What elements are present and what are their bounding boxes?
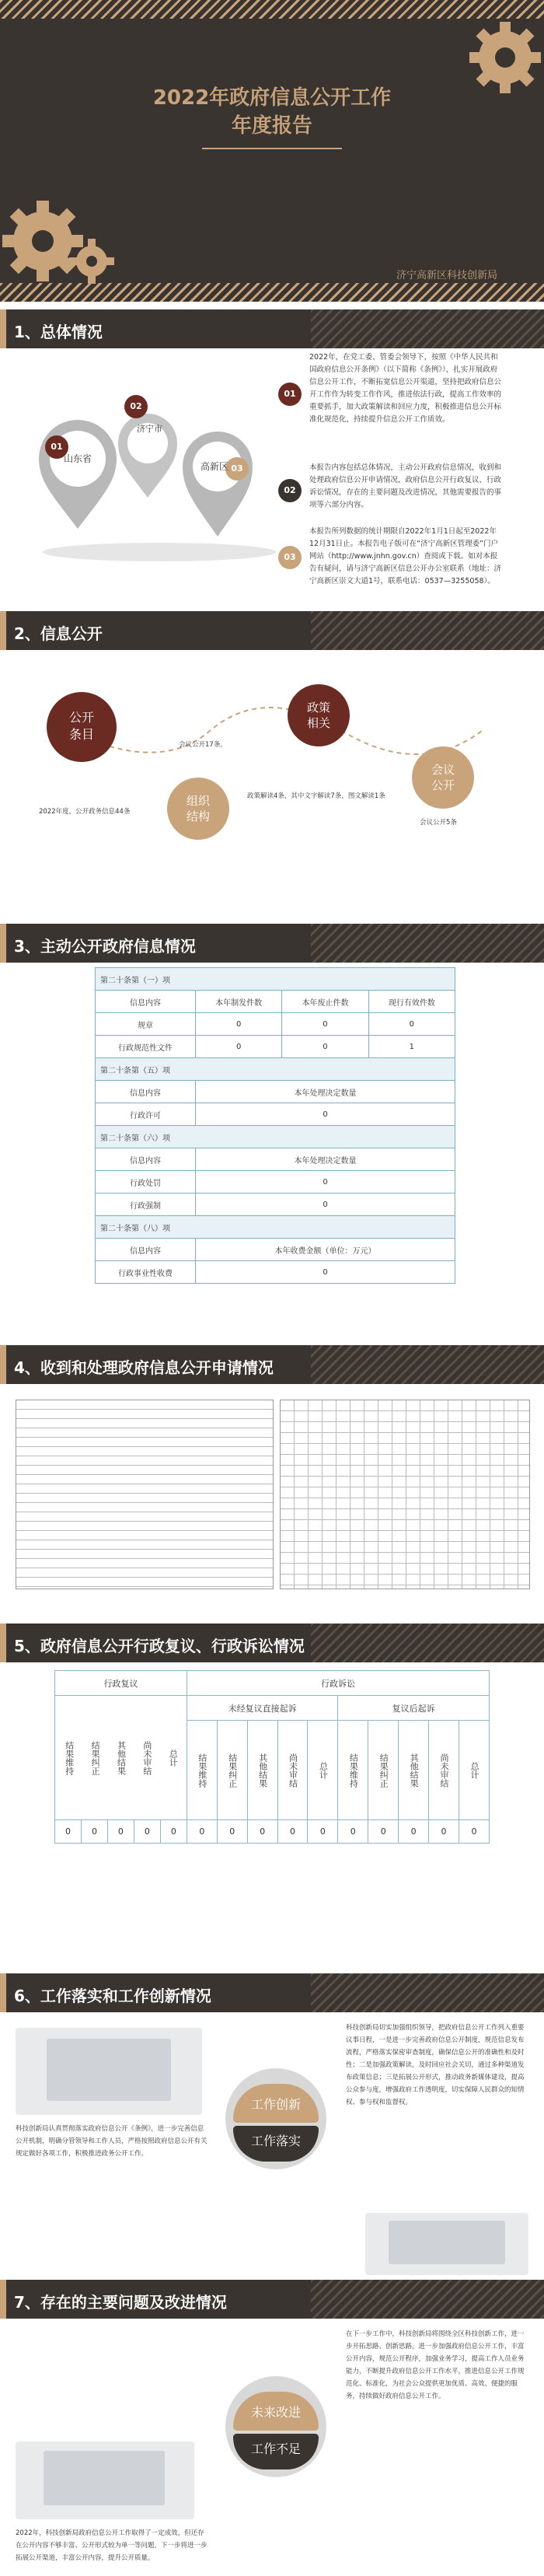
report-title-line1: 2022年政府信息公开工作 (152, 86, 392, 110)
work-right-text: 科技创新局切实加强组织领导，把政府信息公开工作列入重要议事日程，一是进一步完善政府信息公开制度，规范信息发布流程，严格落实保密审查制度，确保信息公开的准确性和及时性；二是加强政策解读，及时回应社会关切，通过多种渠道发布政策信息；三是拓展公开形式，推动政务新媒体建设，提高公众参与度，增强政府工作透明度，切实保障人民群众的知情权、参与权和监督权。 (346, 2024, 525, 2106)
puzzle-shortcomings: 工作不足 (233, 2434, 319, 2469)
cell: 0 (217, 1820, 247, 1844)
table-row (55, 1820, 490, 1844)
para-number-2: 02 (278, 479, 302, 502)
circle-policy: 政策 相关 (288, 684, 350, 746)
para-number-3: 03 (278, 546, 302, 569)
overview-paragraph-1: 2022年，在党工委、管委会领导下，按照《中华人民共和国政府信息公开条例》（以下简称《条例》），扎实开展政府信息公开工作，不断拓宽信息公开渠道，坚持把政府信息公开工作作为转变工作作风，推进依法行政，提高工作效率的重要抓手，加大政策解读和回应力度，积极推进信息公开标准化规范化，持续提升信息公开工作质效。 (309, 353, 502, 424)
col-header: 本年处理决定数量 (196, 1148, 455, 1171)
section-title: 7、存在的主要问题及改进情况 (14, 2293, 227, 2312)
cell: 0 (81, 1820, 107, 1844)
cell: 0 (429, 1820, 459, 1844)
section-title: 6、工作落实和工作创新情况 (14, 1987, 211, 2005)
col-header: 信息内容 (96, 1148, 196, 1171)
group-row: 第二十条第（一）项 (96, 968, 455, 991)
location-pins-illustration (31, 365, 288, 568)
cell: 0 (368, 1820, 399, 1844)
col-header: 信息内容 (96, 1239, 196, 1261)
cover-banner (0, 0, 544, 302)
col-header: 尚未审结 (277, 1721, 308, 1820)
group-header-review: 行政复议 (55, 1671, 187, 1696)
circle-org-structure: 组织 结构 (167, 778, 229, 840)
table-row (96, 1103, 455, 1126)
cell: 0 (187, 1820, 217, 1844)
table-row (96, 991, 455, 1013)
col-header: 结果维持 (64, 1740, 75, 1775)
pin-number-1: 01 (45, 435, 68, 459)
laptop-image-2 (365, 2213, 528, 2275)
work-left-text: 科技创新局认真贯彻落实政府信息公开《条例》，进一步完善信息公开机制，明确分管领导和工作人员，严格按照政府信息公开有关规定做好各项工作，积极推进政务公开工作。 (16, 2125, 207, 2158)
cell: 0 (459, 1820, 489, 1844)
col-header: 结果维持 (338, 1721, 368, 1820)
table-row (96, 1013, 455, 1036)
report-title-line2: 年度报告 (231, 114, 312, 138)
group-row: 第二十条第（八）项 (96, 1216, 455, 1239)
review-litigation-table (54, 1670, 490, 1844)
circle-meetings: 会议 公开 (412, 746, 474, 809)
applications-table-left (16, 1400, 274, 1589)
section-header-issues (0, 2280, 544, 2319)
table-row (96, 1081, 455, 1103)
pin-label-jining: 济宁市 (137, 424, 162, 434)
pin-label-shandong: 山东省 (64, 453, 92, 464)
col-header: 本年收费金额（单位：万元） (196, 1239, 455, 1261)
cell: 规章 (96, 1013, 196, 1036)
gear-icon-large (0, 187, 124, 288)
col-header: 结果维持 (187, 1721, 217, 1820)
cell: 0 (277, 1820, 308, 1844)
pin-number-2: 02 (124, 395, 148, 418)
info-note-3: 政策解读4条，其中文字解读7条，图文解读1条 (247, 792, 385, 800)
cell: 0 (107, 1820, 134, 1844)
puzzle-innovation: 工作创新 (233, 2084, 319, 2123)
applications-table-right (280, 1400, 530, 1589)
laptop-image (16, 2028, 202, 2115)
cell: 0 (196, 1261, 455, 1284)
section-title: 5、政府信息公开行政复议、行政诉讼情况 (14, 1637, 305, 1655)
section-title: 1、总体情况 (14, 323, 103, 341)
cover-stripe-top (0, 0, 544, 19)
col-header: 本年制发件数 (196, 991, 282, 1013)
table-row (96, 1036, 455, 1058)
cell: 0 (196, 1103, 455, 1126)
pin-number-3: 03 (225, 457, 249, 481)
title-divider (202, 148, 342, 149)
issues-left-text: 2022年，科技创新局政府信息公开工作取得了一定成效，但还存在公开内容不够丰富、公开形式较为单一等问题，下一步将进一步拓展公开渠道，丰富公开内容，提升公开质量。 (16, 2529, 207, 2562)
col-header: 总计 (459, 1721, 489, 1820)
cell: 行政强制 (96, 1194, 196, 1216)
info-note-4: 会议公开5条 (420, 819, 457, 827)
table-row (96, 1148, 455, 1171)
col-header: 其他结果 (247, 1721, 277, 1820)
section-header-applications (0, 1345, 544, 1384)
col-header: 尚未审结 (429, 1721, 459, 1820)
cell: 0 (368, 1013, 455, 1036)
cell: 行政规范性文件 (96, 1036, 196, 1058)
issues-right-text: 在下一步工作中，科技创新局将围绕全区科技创新工作，进一步开拓思路、创新思路，进一步加强政府信息公开工作，丰富公开内容，规范公开程序，加强业务学习，提高工作人员业务能力，不断提升政府信息公开工作水平，推进信息公开工作规范化、标准化，为社会公众提供更加优质、高效、便捷的服务，持续做好政府信息公开工作。 (346, 2330, 525, 2400)
cell: 0 (55, 1820, 82, 1844)
col-header: 其他结果 (116, 1740, 127, 1775)
cell: 行政处罚 (96, 1171, 196, 1194)
section-title: 4、收到和处理政府信息公开申请情况 (14, 1358, 274, 1377)
cell: 0 (282, 1036, 368, 1058)
col-header: 尚未审结 (141, 1740, 152, 1775)
table-row (96, 1261, 455, 1284)
group-header-litigation: 行政诉讼 (187, 1671, 489, 1696)
circle-open-items: 公开 条目 (47, 692, 117, 762)
puzzle-future-improvement: 未来改进 (233, 2392, 319, 2431)
col-header: 总计 (308, 1721, 338, 1820)
cell: 0 (282, 1013, 368, 1036)
table-row (96, 1194, 455, 1216)
info-note-2: 会议公开17条。 (179, 741, 227, 749)
col-header: 本年处理决定数量 (196, 1081, 455, 1103)
col-header: 本年废止件数 (282, 991, 368, 1013)
cell: 0 (134, 1820, 160, 1844)
cell: 行政事业性收费 (96, 1261, 196, 1284)
info-note-1: 2022年度，公开政务信息44条 (39, 808, 131, 816)
section-title: 3、主动公开政府信息情况 (14, 937, 196, 956)
col-header: 结果纠正 (217, 1721, 247, 1820)
puzzle-implementation: 工作落实 (233, 2126, 319, 2162)
pin-label-gaoxin: 高新区 (201, 461, 229, 472)
cell: 0 (247, 1820, 277, 1844)
subgroup-direct: 未经复议直接起诉 (187, 1696, 337, 1721)
table-row (96, 1239, 455, 1261)
cell: 0 (196, 1194, 455, 1216)
report-title (0, 84, 544, 140)
cell: 行政许可 (96, 1103, 196, 1126)
section-header-review-litigation (0, 1624, 544, 1662)
cell: 1 (368, 1036, 455, 1058)
active-disclosure-table (95, 967, 455, 1284)
col-header: 信息内容 (96, 1081, 196, 1103)
subgroup-after-review: 复议后起诉 (338, 1696, 490, 1721)
col-header: 信息内容 (96, 991, 196, 1013)
section-header-info (0, 611, 544, 650)
table-row (96, 1171, 455, 1194)
cell: 0 (196, 1171, 455, 1194)
cell: 0 (196, 1013, 282, 1036)
section-header-active-disclosure (0, 924, 544, 963)
section-header-work (0, 1973, 544, 2012)
group-row: 第二十条第（六）项 (96, 1126, 455, 1148)
col-header: 结果纠正 (368, 1721, 399, 1820)
para-number-1: 01 (278, 383, 302, 406)
laptop-image-3 (16, 2441, 194, 2519)
col-header: 总计 (168, 1749, 179, 1767)
col-header: 现行有效件数 (368, 991, 455, 1013)
cover-org: 济宁高新区科技创新局 (396, 270, 497, 281)
cell: 0 (338, 1820, 368, 1844)
overview-paragraph-2: 本报告内容包括总体情况，主动公开政府信息情况，收到和处理政府信息公开申请情况，政府信息公开行政复议、行政诉讼情况，存在的主要问题及改进情况，其他需要报告的事项等六部分内容。 (309, 463, 502, 509)
overview-paragraph-3: 本报告所列数据的统计期限自2022年1月1日起至2022年12月31日止。本报告电子版可在“济宁高新区管理委”门户网站（http://www.jnhn.gov.cn）查阅或下载。如对本报告有疑问，请与济宁高新区信息公开办公室联系（地址：济宁高新区崇文大道1号，联系电话：0537—3255058）。 (309, 527, 502, 585)
cell: 0 (399, 1820, 429, 1844)
cell: 0 (308, 1820, 338, 1844)
section-header-overview (0, 309, 544, 348)
cell: 0 (160, 1820, 187, 1844)
section-title: 2、信息公开 (14, 624, 103, 643)
group-row: 第二十条第（五）项 (96, 1058, 455, 1081)
col-header: 结果纠正 (90, 1740, 101, 1775)
cell: 0 (196, 1036, 282, 1058)
col-header: 其他结果 (399, 1721, 429, 1820)
